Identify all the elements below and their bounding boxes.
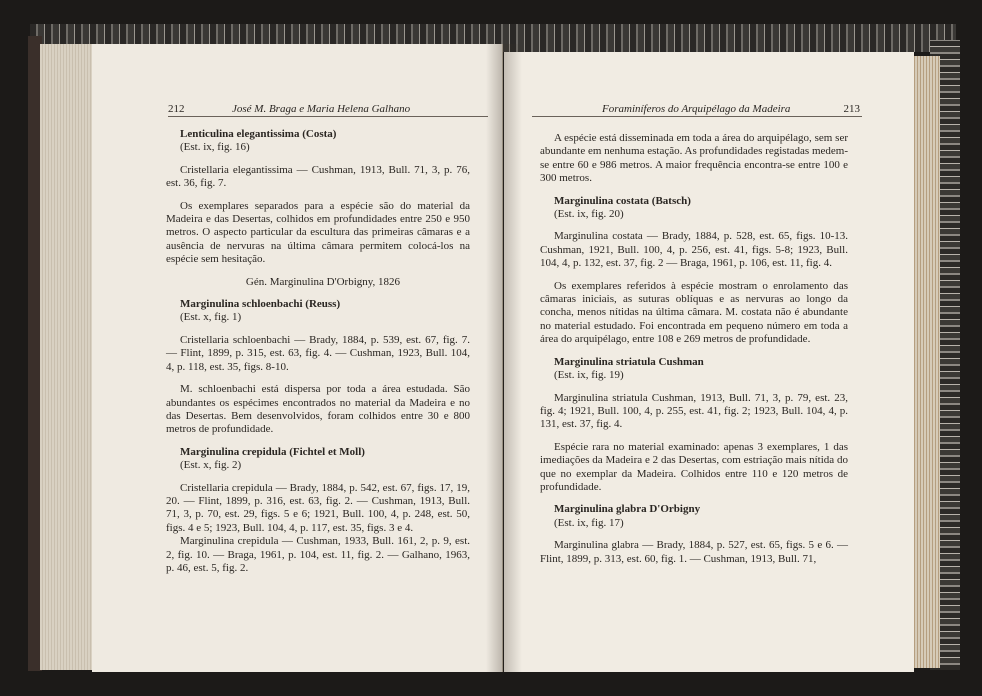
body-paragraph: Espécie rara no material examinado: apenas 3 exemplares, 1 das imediações da Madeira e 2 das Desertas, com estriação mais nítida do que no exemplar da Madeira. Colhidos entre 110 e 120 metros de profundidade.	[540, 440, 848, 493]
paragraph-gap	[166, 374, 470, 383]
body-paragraph: M. schloenbachi está dispersa por toda a área estudada. São abundantes os espécimes encontrados no material da Madeira e no das Desertas. Bem desenvolvidos, foram colhidos entre 30 e 800 metros de profundidade.	[166, 383, 470, 436]
plate-reference: (Est. x, fig. 2)	[180, 459, 242, 472]
right-page	[504, 52, 914, 672]
body-paragraph: Cristellaria schloenbachi — Brady, 1884, p. 539, est. 67, fig. 7. — Flint, 1899, p. 315, est. 63, fig. 4. — Cushman, 1923, Bull. 104, 4, p. 118, est. 35, figs. 8-10.	[166, 333, 470, 373]
body-paragraph: Marginulina costata — Brady, 1884, p. 528, est. 65, figs. 10-13. Cushman, 1921, Bull. 100, 4, p. 256, est. 41, figs. 5-8; 1923, Bull. 104, 4, p. 132, est. 37, fig. 2 — Braga, 1961, p. 106, est. 11, fig. 4.	[540, 230, 848, 270]
paragraph-gap	[540, 383, 848, 392]
paragraph-gap	[166, 267, 470, 276]
body-paragraph: Cristellaria crepidula — Brady, 1884, p. 542, est. 67, figs. 17, 19, 20. — Flint, 1899, p. 316, est. 63, fig. 2. — Cushman, 1913, Bull. 71, 3, p. 70, est. 29, figs. 5 e 6; 1921, Bull. 100, 4, p. 248, est. 50, figs. 4 e 5; 1923, Bull. 104, 4, p. 117, est. 35, figs. 3 e 4.	[166, 481, 470, 534]
species-heading: Marginulina crepidula (Fichtel et Moll)	[180, 445, 365, 458]
right-running-head: Foraminíferos do Arquipélago da Madeira	[602, 103, 791, 115]
left-running-head: José M. Braga e Maria Helena Galhano	[232, 103, 411, 115]
left-running-header	[168, 102, 488, 117]
paragraph-gap	[166, 289, 470, 298]
body-paragraph: Marginulina glabra — Brady, 1884, p. 527, est. 65, figs. 5 e 6. — Flint, 1899, p. 313, est. 60, fig. 1. — Cushman, 1913, Bull. 71,	[540, 539, 848, 565]
book-gutter	[486, 44, 522, 672]
body-paragraph: Cristellaria elegantissima — Cushman, 1913, Bull. 71, 3, p. 76, est. 36, fig. 7.	[166, 163, 470, 190]
paragraph-gap	[166, 155, 470, 164]
paragraph-gap	[540, 271, 848, 280]
page-block-right	[912, 56, 940, 668]
body-paragraph: Marginulina striatula Cushman, 1913, Bull. 71, 3, p. 79, est. 23, fig. 4; 1921, Bull. 100, 4, p. 255, est. 41, fig. 2; 1923, Bull. 104, 4, p. 131, est. 37, fig. 4.	[540, 391, 848, 431]
right-page-number: 213	[843, 103, 860, 115]
right-page-text	[540, 132, 848, 566]
body-paragraph: Os exemplares separados para a espécie são do material da Madeira e das Desertas, colhidos em profundidades entre 250 e 950 metros. O aspecto particular da escultura das primeiras câmaras e a ausência de nervuras na última câmara permitem colocá-los na espécie sem hesitação.	[166, 199, 470, 266]
body-paragraph: Os exemplares referidos à espécie mostram o enrolamento das câmaras iniciais, as suturas oblíquas e as nervuras ao longo da concha, menos nítidas na última câmara. M. costata não é abundante no material estudado. Foi encontrada em pequeno número em toda a área do arquipélago, entre 108 e 269 metros de profundidade.	[540, 279, 848, 346]
genus-heading: Gén. Marginulina D'Orbigny, 1826	[245, 275, 401, 288]
paragraph-gap	[540, 432, 848, 441]
plate-reference: (Est. ix, fig. 20)	[554, 208, 624, 221]
right-running-header	[532, 102, 862, 117]
left-page-text	[166, 128, 470, 575]
paragraph-gap	[166, 191, 470, 200]
body-paragraph: A espécie está disseminada em toda a área do arquipélago, sem ser abundante em nenhuma estação. As profundidades registadas medem-se entre 60 e 986 metros. A maior frequência encontra-se entre 100 e 300 metros.	[540, 132, 848, 185]
species-heading: Marginulina glabra D'Orbigny	[554, 503, 701, 516]
plate-reference: (Est. ix, fig. 19)	[554, 369, 624, 382]
left-page-number: 212	[168, 103, 185, 115]
page-block-left	[40, 44, 100, 670]
paragraph-gap	[540, 530, 848, 539]
plate-reference: (Est. x, fig. 1)	[180, 311, 242, 324]
body-paragraph: Marginulina crepidula — Cushman, 1933, Bull. 161, 2, p. 9, est. 2, fig. 10. — Braga, 1961, p. 104, est. 11, fig. 2. — Galhano, 1963, p. 46, est. 5, fig. 2.	[166, 535, 470, 574]
paragraph-gap	[540, 347, 848, 356]
paragraph-gap	[166, 473, 470, 482]
paragraph-gap	[166, 325, 470, 334]
paragraph-gap	[166, 437, 470, 446]
species-heading: Lenticulina elegantissima (Costa)	[180, 128, 337, 140]
paragraph-gap	[540, 221, 848, 230]
species-heading: Marginulina striatula Cushman	[554, 355, 704, 368]
left-page	[92, 44, 503, 672]
plate-reference: (Est. ix, fig. 17)	[554, 516, 624, 529]
species-heading: Marginulina costata (Batsch)	[554, 194, 691, 207]
paragraph-gap	[540, 494, 848, 503]
species-heading: Marginulina schloenbachi (Reuss)	[180, 298, 341, 311]
plate-reference: (Est. ix, fig. 16)	[180, 141, 250, 154]
paragraph-gap	[540, 186, 848, 195]
